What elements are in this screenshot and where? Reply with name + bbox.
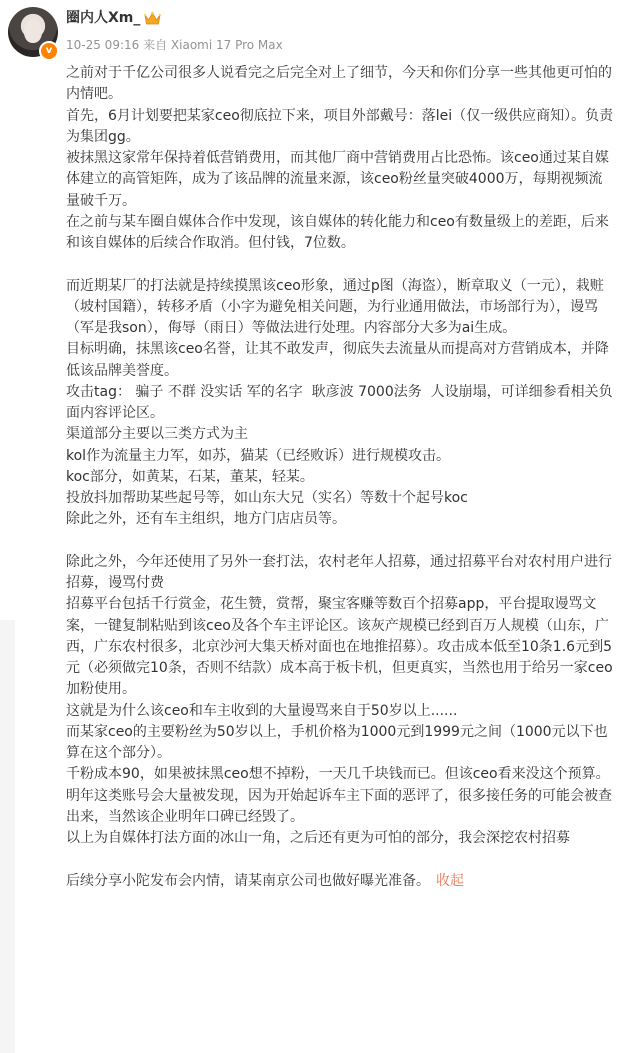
crown-icon [144,11,161,25]
last-line-text: 后续分享小陀发布会内情，请某南京公司也做好曝光准备。 [66,872,430,889]
post-paragraph: kol作为流量主力军，如苏，猫某（已经败诉）进行规模攻击。 [66,447,451,464]
blank-line [66,849,614,870]
avatar-face [24,19,42,43]
post-paragraph: 攻击tag： 骗子 不群 没实话 军的名字 耿彦波 7000法务 人设崩塌，可详细参看相关负面内容评论区。 [66,383,613,421]
post-paragraph: 投放抖加帮助某些起号等，如山东大兄（实名）等数十个起号koc [66,490,468,506]
post-meta [66,37,283,53]
post-paragraph: 招募平台包括千行赏金，花生赞，赏帮，聚宝客赚等数百个招募app，平台提取谩骂文案，一键复制粘贴到该ceo及各个车主评论区。该灰产规模已经到百万人规模（山东，广西，广东农村很多，北京沙河大集天桥对面也在地推招募）。攻击成本低至10条1.6元到5元（必须做完10条，否则不结款）成本高于板卡机，但更真实，当然也用于给另一家ceo加粉使用。 [66,596,613,698]
username-row[interactable] [66,9,161,27]
post-paragraph: 明年这类账号会大量被发现，因为开始起诉车主下面的恶评了，很多接任务的可能会被查出来，当然该企业明年口碑已经毁了。 [66,787,612,825]
post-paragraph: 除此之外，还有车主组织，地方门店店员等。 [66,511,346,528]
post-paragraph: 在之前与某车圈自媒体合作中发现，该自媒体的转化能力和ceo有数量级上的差距，后来和该自媒体的后续合作取消。但付钱，7位数。 [66,213,609,251]
post-header [0,0,621,66]
timestamp[interactable]: 10-25 09:16 [66,38,140,52]
post-paragraph: 而近期某厂的打法就是持续摸黑该ceo形象，通过p图（海盗），断章取义（一元），栽赃（坡村国籍），转移矛盾（小字为避免相关问题，为行业通用做法，市场部行为），谩骂（军是我son），侮辱（雨日）等做法进行处理。内容部分大多为ai生成。 [66,277,604,336]
post-paragraph: koc部分，如黄某，石某，董某，轻某。 [66,468,314,485]
post-paragraph: 之前对于千亿公司很多人说看完之后完全对上了细节，今天和你们分享一些其他更可怕的内情吧。 [66,65,612,103]
v-badge-icon: v [39,41,59,61]
blank-line [66,531,614,552]
source: 来自 Xiaomi 17 Pro Max [143,38,283,52]
post-paragraph: 这就是为什么该ceo和车主收到的大量谩骂来自于50岁以上...... [66,702,458,719]
username[interactable]: 圈内人Xm_ [66,10,141,26]
collapse-link[interactable]: 收起 [436,872,464,889]
post-paragraph: 除此之外，今年还使用了另外一套打法，农村老年人招募，通过招募平台对农村用户进行招募，谩骂付费 [66,553,612,591]
post-paragraph: 首先，6月计划要把某家ceo彻底拉下来，项目外部戴号：落lei（仅一级供应商知）。负责为集团gg。 [66,107,614,145]
post-paragraph: 目标明确，抹黑该ceo名誉，让其不敢发声，彻底失去流量从而提高对方营销成本，并降低该品牌美誉度。 [66,341,609,379]
post-paragraph: 被抹黑这家常年保持着低营销费用，而其他厂商中营销费用占比恐怖。该ceo通过某自媒体建立的高管矩阵，成为了该品牌的流量来源，该ceo粉丝量突破4000万，每期视频流量破千万。 [66,150,609,209]
post-paragraph: 千粉成本90，如果被抹黑ceo想不掉粉，一天几千块钱而已。但该ceo看来没这个预算。 [66,766,610,783]
blank-line [66,254,614,275]
post-paragraph: 而某家ceo的主要粉丝为50岁以上，手机价格为1000元到1999元之间（1000元以下也算在这个部分）。 [66,723,608,761]
left-gutter [0,620,15,1053]
post-last-line [66,871,614,892]
post-paragraph: 以上为自媒体打法方面的冰山一角，之后还有更为可怕的部分，我会深挖农村招募 [66,830,570,846]
post-content [66,63,614,892]
post-paragraph: 渠道部分主要以三类方式为主 [66,426,248,443]
